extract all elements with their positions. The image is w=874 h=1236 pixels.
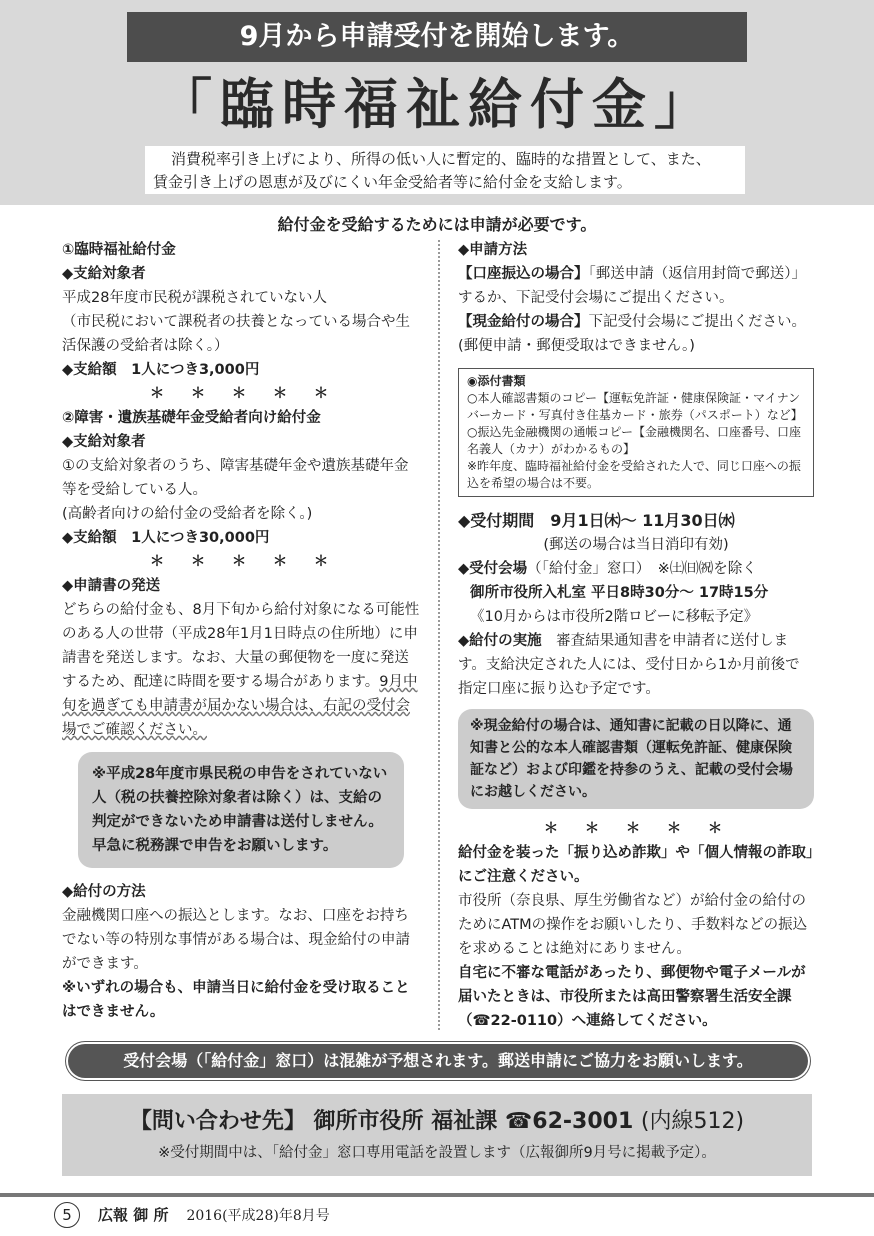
- stars-divider: ＊ ＊ ＊ ＊ ＊: [149, 554, 335, 570]
- period-note: (郵送の場合は当日消印有効): [543, 537, 729, 553]
- method-heading: ◆給付の方法: [62, 884, 146, 900]
- intro-line-2: 賃金引き上げの恩恵が及びにくい年金受給者等に給付金を支給します。: [153, 173, 632, 191]
- contact-ext: (内線512): [640, 1109, 745, 1134]
- cash-text: 下記受付会場にご提出ください。: [588, 314, 806, 330]
- footer: [54, 1202, 330, 1228]
- crowd-notice: 受付会場（「給付金」窓口）は混雑が予想されます。郵送申請にご協力をお願いします。: [68, 1044, 808, 1078]
- transfer-method: [458, 262, 814, 310]
- venue-place: 御所市役所入札室 平日8時30分～ 17時15分: [470, 585, 769, 601]
- transfer-label: 【口座振込の場合】: [458, 266, 589, 282]
- intro-line-1: 消費税率引き上げにより、所得の低い人に暫定的、臨時的な措置として、また、: [171, 150, 711, 168]
- section2-target-2: (高齢者向けの給付金の受給者を除く。): [62, 506, 313, 522]
- section2-amount: ◆支給額 1人につき30,000円: [62, 530, 270, 546]
- venue-text: （「給付金」窓口） ※㈯㈰㈷を除く: [527, 561, 757, 577]
- contact-box: [62, 1094, 812, 1176]
- method-bold-note: ※いずれの場合も、申請当日に給付金を受け取ることはできません。: [62, 980, 410, 1020]
- page-title: 「臨時福祉給付金」: [158, 73, 716, 136]
- contact-line: [62, 1104, 812, 1135]
- method-body: 金融機関口座への振込とします。なお、口座をお持ちでない等の特別な事情がある場合は、現金給付の申請ができます。: [62, 908, 410, 972]
- stars-divider: ＊ ＊ ＊ ＊ ＊: [149, 386, 335, 402]
- column-divider: [438, 240, 440, 1030]
- footer-rule: [0, 1193, 874, 1197]
- send-body-text: どちらの給付金も、8月下旬から給付対象になる可能性のある人の世帯（平成28年1月1日時点の住所地）に申請書を発送します。なお、大量の郵便物を一度に発送するため、配達に時間を要する場合があります。: [62, 602, 420, 690]
- attachment-3: ※昨年度、臨時福祉給付金を受給された人で、同じ口座への振込を希望の場合は不要。: [467, 459, 801, 490]
- fraud-text-1: 市役所（奈良県、厚生労働省など）が給付金の給付のためにATMの操作をお願いしたり、手数料などの振込を求めることは絶対にありません。: [458, 893, 808, 957]
- fraud-warning: 給付金を装った「振り込め詐欺」や「個人情報の詐取」にご注意ください。: [458, 845, 814, 885]
- publication-name: 広報 御 所: [98, 1206, 169, 1224]
- attachments-heading: ◉添付書類: [467, 374, 526, 388]
- attachment-2: ○振込先金融機関の通帳コピー【金融機関名、口座番号、口座名義人（カナ）がわかるもの】: [467, 425, 801, 456]
- banner: 9月から申請受付を開始します。: [127, 12, 747, 62]
- section1-target-2: （市民税において課税者の扶養となっている場合や生活保護の受給者は除く。）: [62, 314, 410, 354]
- implementation: [458, 629, 814, 701]
- apply-heading: ◆申請方法: [458, 242, 528, 258]
- intro-box: [145, 146, 745, 194]
- cash-method: [458, 310, 814, 334]
- venue-note: 《10月からは市役所2階ロビーに移転予定》: [470, 609, 759, 625]
- right-column: [458, 238, 814, 1033]
- section2-target-1: ①の支給対象者のうち、障害基礎年金や遺族基礎年金等を受給している人。: [62, 458, 409, 498]
- page-number: 5: [54, 1202, 80, 1228]
- section2-title: ②障害・遺族基礎年金受給者向け給付金: [62, 410, 321, 426]
- section1-target-1: 平成28年度市民税が課税されていない人: [62, 290, 327, 306]
- section2-target-heading: ◆支給対象者: [62, 434, 146, 450]
- cash-note: (郵便申請・郵便受取はできません。): [458, 338, 695, 354]
- impl-heading: ◆給付の実施: [458, 633, 542, 649]
- send-underlined: 9月中旬を過ぎても申請書が届かない場合は、右記の受付会場でご確認ください。: [62, 674, 418, 738]
- cash-label: 【現金給付の場合】: [458, 314, 589, 330]
- need-notice: 給付金を受給するためには申請が必要です。: [277, 215, 597, 234]
- section1-target-heading: ◆支給対象者: [62, 266, 146, 282]
- send-heading: ◆申請書の発送: [62, 578, 161, 594]
- tax-note-box: ※平成28年度市県民税の申告をされていない人（税の扶養控除対象者は除く）は、支給の判定ができないため申請書は送付しません。早急に税務課で申告をお願いします。: [78, 752, 404, 868]
- impl-text: 審査結果通知書を申請者に送付します。支給決定された人には、受付日から1か月前後で指定口座に振り込む予定です。: [458, 633, 800, 697]
- venue-heading: ◆受付会場: [458, 561, 528, 577]
- contact-note: ※受付期間中は、「給付金」窓口専用電話を設置します（広報御所9月号に掲載予定）。: [158, 1145, 716, 1161]
- section1-amount: ◆支給額 1人につき3,000円: [62, 362, 260, 378]
- attachments-box: [458, 368, 814, 497]
- venue: [458, 557, 814, 581]
- fraud-text-2: 自宅に不審な電話があったり、郵便物や電子メールが届いたときは、市役所または高田警察署生活安全課（☎22-0110）へ連絡してください。: [458, 965, 806, 1029]
- stars-divider: ＊ ＊ ＊ ＊ ＊: [543, 821, 729, 837]
- section1-title: ①臨時福祉給付金: [62, 242, 176, 258]
- contact-main: 【問い合わせ先】 御所市役所 福祉課 ☎62-3001: [129, 1109, 634, 1134]
- transfer-text: 「郵送申請（返信用封筒で郵送）」するか、下記受付会場にご提出ください。: [458, 266, 806, 306]
- left-column: [62, 238, 422, 1024]
- period-heading: ◆受付期間 9月1日㈭～ 11月30日㈬: [458, 511, 735, 530]
- header-band: [0, 0, 874, 205]
- attachment-1: ○本人確認書類のコピー【運転免許証・健康保険証・マイナンバーカード・写真付き住基カード・旅券（パスポート）など】: [467, 391, 803, 422]
- send-body: [62, 598, 422, 742]
- issue-date: 2016(平成28)年8月号: [186, 1208, 330, 1224]
- cash-box: ※現金給付の場合は、通知書に記載の日以降に、通知書と公的な本人確認書類（運転免許証、健康保険証など）および印鑑を持参のうえ、記載の受付会場にお越しください。: [458, 709, 814, 809]
